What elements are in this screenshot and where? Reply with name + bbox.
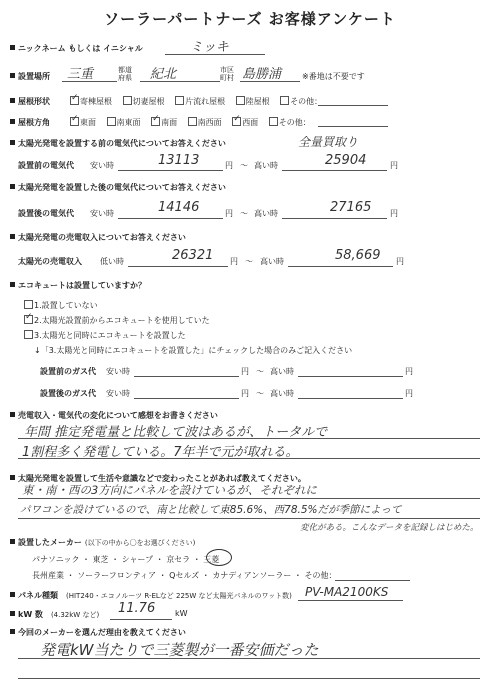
after-high-label: 高い時	[254, 209, 278, 218]
ecocute-option-3[interactable]: 3.太陽光と同時にエコキュートを設置した	[24, 330, 186, 341]
pref-value[interactable]: 三重	[67, 67, 94, 82]
sales-header: 太陽光発電の売電収入についてお答えください	[10, 232, 186, 243]
after-yen-1: 円	[225, 209, 233, 218]
sales-tilde: 〜	[245, 257, 253, 266]
checkbox-checked-icon[interactable]	[232, 117, 241, 126]
maker-toshiba[interactable]: 東芝	[92, 555, 109, 564]
before-note: 全量買取り	[298, 135, 359, 149]
sales-low-label: 低い時	[100, 257, 124, 266]
page-title: ソーラーパートナーズ お客様アンケート	[104, 10, 396, 28]
impression-line-2[interactable]: 1割程多く発電している。7年半で元が取れる。	[22, 445, 299, 460]
after-header: 太陽光発電を設置した後の電気代についてお答えください	[10, 182, 226, 193]
sales-yen-1: 円	[230, 257, 238, 266]
bullet-square-icon	[10, 119, 15, 124]
direction-option-south[interactable]: ✓ 南面	[151, 118, 177, 127]
roof-direction-options	[70, 117, 319, 128]
change-rule-1	[18, 498, 480, 499]
after-low-underline	[118, 218, 223, 219]
bullet-square-icon	[10, 629, 15, 634]
sales-high-value[interactable]: 58,669	[335, 248, 381, 263]
maker-solar-frontier[interactable]: ソーラーフロンティア	[77, 571, 157, 580]
after-high-value[interactable]: 27165	[330, 200, 372, 215]
bullet-square-icon	[10, 184, 15, 189]
before-header: 太陽光発電を設置する前の電気代についてお答えください	[10, 138, 226, 149]
bullet-square-icon	[10, 73, 15, 78]
reason-header: 今回のメーカーを選んだ理由を教えてください	[10, 627, 186, 638]
after-row-label: 設置後の電気代	[18, 209, 74, 218]
maker-other-underline[interactable]	[335, 580, 410, 581]
gas-before-yen-2: 円	[405, 367, 413, 376]
city-suffix: 市区 町村	[220, 66, 234, 82]
after-tilde: 〜	[240, 209, 248, 218]
bullet-square-icon	[10, 45, 15, 50]
roof-option-katanagare[interactable]: 片流れ屋根	[175, 97, 225, 106]
ecocute-header: エコキュートは設置していますか？	[10, 280, 146, 291]
pref-suffix: 都道 府県	[118, 66, 132, 82]
before-row-label: 設置前の電気代	[18, 161, 74, 170]
bullet-square-icon	[10, 592, 15, 597]
nickname-value[interactable]: ミッキ	[190, 40, 229, 55]
before-low-label: 安い時	[90, 161, 114, 170]
maker-panasonic[interactable]: パナソニック	[32, 555, 80, 564]
checkbox-icon[interactable]	[107, 117, 116, 126]
impression-rule-1	[18, 438, 480, 439]
bullet-square-icon	[10, 412, 15, 417]
direction-option-west[interactable]: ✓ 西面	[232, 118, 258, 127]
after-yen-2: 円	[390, 209, 398, 218]
sales-high-underline	[288, 266, 393, 267]
bullet-square-icon	[10, 98, 15, 103]
reason-rule-2	[18, 678, 480, 679]
after-low-label: 安い時	[90, 209, 114, 218]
maker-canadian-solar[interactable]: カナディアンソーラー	[212, 571, 292, 580]
maker-row-2: 長州産業 ・ ソーラーフロンティア ・ Qセルズ ・ カナディアンソーラー ・ その他：	[32, 571, 337, 580]
roof-shape-label: 屋根形状	[10, 96, 50, 107]
change-header: 太陽光発電を設置して生活や意識などで変わったことがあれば教えてください。	[10, 473, 306, 484]
checkbox-icon[interactable]	[269, 117, 278, 126]
impression-line-1[interactable]: 年間 推定発電量と比較して波はあるが、トータルで	[24, 425, 328, 440]
checkbox-icon[interactable]	[236, 96, 245, 105]
panel-label: パネル種類 (HIT240・エコノルーツ R-ELなど 225W など太陽光パネルのワット数)	[10, 590, 292, 601]
checkbox-icon[interactable]	[188, 117, 197, 126]
ecocute-option-2[interactable]: ✓2.太陽光設置前からエコキュートを使用していた	[24, 315, 210, 326]
before-low-underline	[118, 170, 223, 171]
gas-after-high-underline[interactable]	[298, 398, 403, 399]
bullet-square-icon	[10, 234, 15, 239]
gas-before-tilde: 〜	[256, 367, 264, 376]
ecocute-note: ↓「3.太陽光と同時にエコキュートを設置した」にチェックした場合のみご記入ください	[34, 346, 353, 355]
direction-option-southeast[interactable]: 南東面	[107, 118, 141, 127]
bullet-square-icon	[10, 140, 15, 145]
bullet-square-icon	[10, 539, 15, 544]
gas-before-yen-1: 円	[241, 367, 249, 376]
kw-underline	[110, 619, 172, 620]
nickname-label: ニックネーム もしくは イニシャル	[10, 43, 143, 54]
bullet-square-icon	[10, 475, 15, 480]
reason-line[interactable]: 発電kW当たりで三菱製が一番安価だった	[40, 641, 319, 659]
impression-header: 売電収入・電気代の変化について感想をお書きください	[10, 410, 218, 421]
change-line-3[interactable]: 変化がある。こんなデータを記録しはじめた。	[300, 523, 479, 533]
before-high-value[interactable]: 25904	[325, 153, 367, 168]
location-label: 設置場所	[10, 71, 50, 82]
maker-other[interactable]: その他：	[304, 571, 337, 580]
sales-high-label: 高い時	[260, 257, 284, 266]
checkbox-checked-icon[interactable]	[24, 315, 33, 324]
sales-low-underline	[128, 266, 228, 267]
gas-after-tilde: 〜	[256, 389, 264, 398]
gas-before-high-underline[interactable]	[298, 376, 403, 377]
change-line-1[interactable]: 東・南・西の3方向にパネルを設けているが、それぞれに	[22, 483, 317, 497]
before-high-label: 高い時	[254, 161, 278, 170]
checkbox-icon[interactable]	[24, 330, 33, 339]
maker-selected-circle	[206, 549, 232, 566]
kw-unit: kW	[175, 609, 188, 618]
roof-option-kirizuma[interactable]: 切妻屋根	[123, 97, 165, 106]
roof-option-rikuyane[interactable]: 陸屋根	[236, 97, 270, 106]
before-yen-2: 円	[390, 161, 398, 170]
gas-after-label: 設置後のガス代	[40, 389, 96, 398]
after-high-underline	[282, 218, 387, 219]
maker-row-1: パナソニック ・ 東芝 ・ シャープ ・ 京セラ ・ 三菱	[32, 555, 220, 564]
direction-option-east[interactable]: ✓ 東面	[70, 118, 96, 127]
roof-shape-options	[70, 96, 330, 107]
sales-low-value[interactable]: 26321	[172, 248, 214, 263]
after-low-value[interactable]: 14146	[158, 200, 200, 215]
gas-before-low-label: 安い時	[106, 367, 130, 376]
before-high-underline	[282, 170, 387, 171]
gas-after-yen-2: 円	[405, 389, 413, 398]
direction-option-other[interactable]: その他：	[269, 118, 311, 127]
change-line-2[interactable]: パワコンを設けているので、南と比較して東85.6%、西78.5%だが季節によって	[20, 504, 402, 516]
sales-yen-2: 円	[396, 257, 404, 266]
checkbox-icon[interactable]	[280, 96, 289, 105]
roof-option-yosemune[interactable]: ✓ 寄棟屋根	[70, 97, 112, 106]
gas-before-high-label: 高い時	[270, 367, 294, 376]
kw-label: kW 数 (4.32kW など)	[10, 609, 99, 620]
reason-rule-1	[18, 658, 480, 659]
address-note: ※番地は不要です	[302, 72, 365, 81]
town-value[interactable]: 島勝浦	[242, 67, 282, 82]
before-tilde: 〜	[240, 161, 248, 170]
maker-kyocera[interactable]: 京セラ	[166, 555, 191, 564]
maker-qcells[interactable]: Qセルズ	[169, 571, 200, 580]
gas-before-low-underline[interactable]	[134, 376, 239, 377]
direction-other-underline	[318, 126, 388, 127]
roof-other-underline	[318, 105, 388, 106]
ecocute-option-1[interactable]: 1.設置していない	[24, 300, 98, 311]
panel-value[interactable]: PV-MA2100KS	[305, 585, 389, 599]
sales-row-label: 太陽光の売電収入	[18, 257, 82, 266]
maker-mitsubishi[interactable]: 三菱	[203, 555, 220, 564]
maker-header: 設置したメーカー (以下の中から〇をお選びください)	[10, 537, 195, 548]
change-rule-2	[18, 518, 480, 519]
checkbox-icon[interactable]	[175, 96, 184, 105]
city-value[interactable]: 紀北	[150, 67, 177, 82]
before-low-value[interactable]: 13113	[158, 153, 200, 168]
gas-after-low-underline[interactable]	[134, 398, 239, 399]
before-yen-1: 円	[225, 161, 233, 170]
roof-direction-label: 屋根方角	[10, 117, 50, 128]
checkbox-icon[interactable]	[123, 96, 132, 105]
checkbox-checked-icon[interactable]	[151, 117, 160, 126]
gas-after-low-label: 安い時	[106, 389, 130, 398]
gas-after-yen-1: 円	[241, 389, 249, 398]
panel-underline	[298, 600, 403, 601]
kw-value[interactable]: 11.76	[118, 601, 156, 616]
checkbox-checked-icon[interactable]	[70, 96, 79, 105]
gas-before-label: 設置前のガス代	[40, 367, 96, 376]
roof-option-other[interactable]: その他：	[280, 97, 322, 106]
maker-choshu[interactable]: 長州産業	[32, 571, 64, 580]
checkbox-icon[interactable]	[24, 300, 33, 309]
impression-rule-2	[18, 458, 480, 459]
checkbox-checked-icon[interactable]	[70, 117, 79, 126]
direction-option-southwest[interactable]: 南西面	[188, 118, 222, 127]
bullet-square-icon	[10, 611, 15, 616]
gas-after-high-label: 高い時	[270, 389, 294, 398]
maker-sharp[interactable]: シャープ	[121, 555, 154, 564]
bullet-square-icon	[10, 282, 15, 287]
